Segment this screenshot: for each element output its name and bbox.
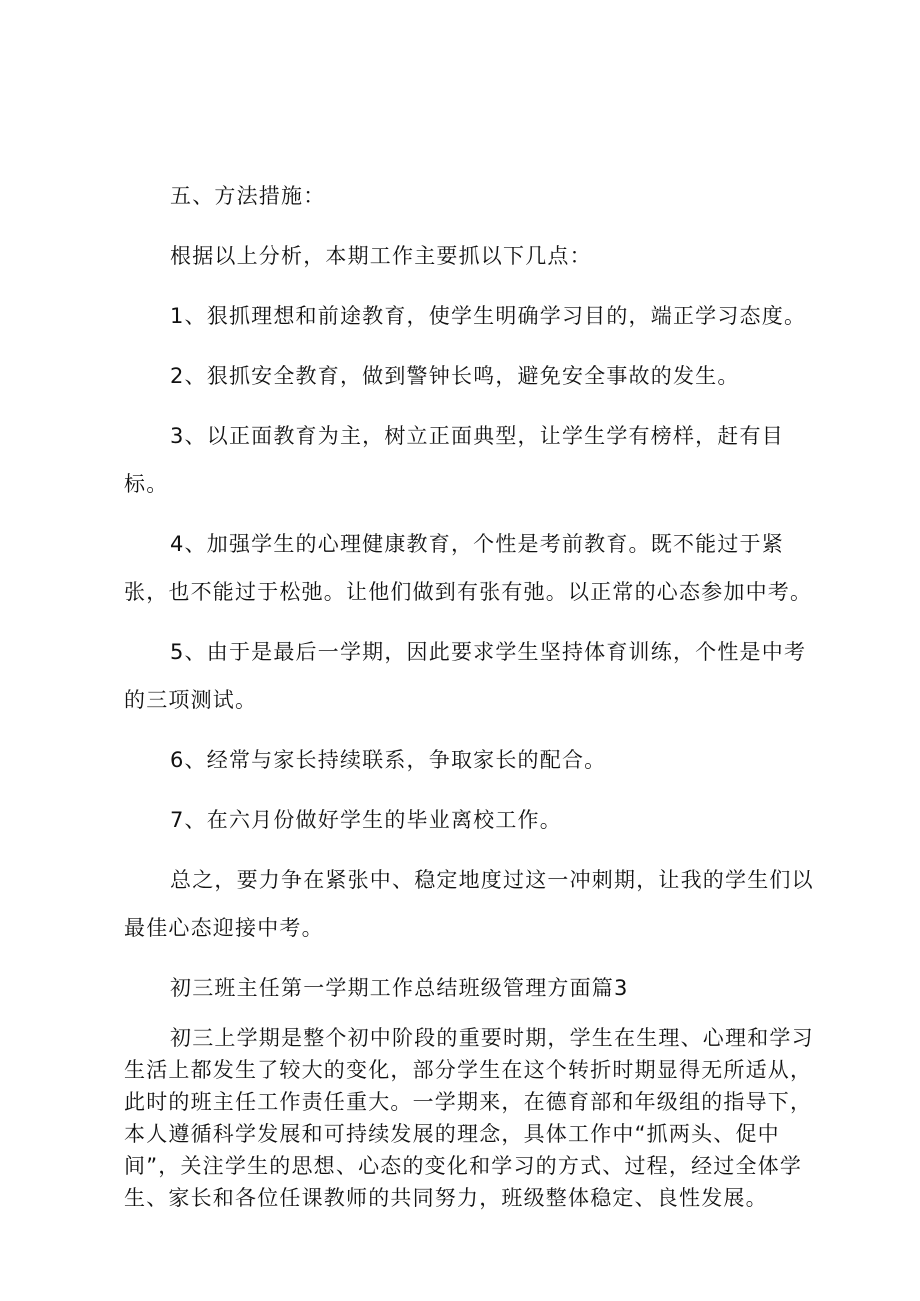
list-item-7: 7、在六月份做好学生的毕业离校工作。 [170, 808, 562, 832]
body-paragraph: 初三上学期是整个初中阶段的重要时期，学生在生理、心理和学习生活上都发生了较大的变化，部分学生在这个转折时期显得无所适从，此时的班主任工作责任重大。一学期来，在德育部和年级组的指导下，本人遵循科学发展和可持续发展的理念，具体工作中“抓两头、促中间”，关注学生的思想、心态的变化和学习的方式、过程，经过全体学生、家长和各位任课教师的共同努力，班级整体稳定、良性发展。 [124, 1026, 814, 1210]
conclusion-paragraph: 总之，要力争在紧张中、稳定地度过这一冲刺期，让我的学生们以最佳心态迎接中考。 [124, 868, 814, 940]
document-body [124, 172, 824, 1214]
section-heading: 五、方法措施： [170, 184, 326, 208]
list-item-4: 4、加强学生的心理健康教育，个性是考前教育。既不能过于紧张，也不能过于松弛。让他们做到有张有弛。以正常的心态参加中考。 [124, 532, 813, 604]
list-item-5: 5、由于是最后一学期，因此要求学生坚持体育训练，个性是中考的三项测试。 [124, 640, 807, 712]
article-title: 初三班主任第一学期工作总结班级管理方面篇3 [170, 976, 629, 1000]
list-item-3: 3、以正面教育为主，树立正面典型，让学生学有榜样，赶有目标。 [124, 424, 784, 496]
list-item-2: 2、狠抓安全教育，做到警钟长鸣，避免安全事故的发生。 [170, 364, 740, 388]
list-item-6: 6、经常与家长持续联系，争取家长的配合。 [170, 748, 607, 772]
intro-paragraph: 根据以上分析，本期工作主要抓以下几点： [170, 244, 592, 268]
list-item-1: 1、狠抓理想和前途教育，使学生明确学习目的，端正学习态度。 [170, 304, 807, 328]
